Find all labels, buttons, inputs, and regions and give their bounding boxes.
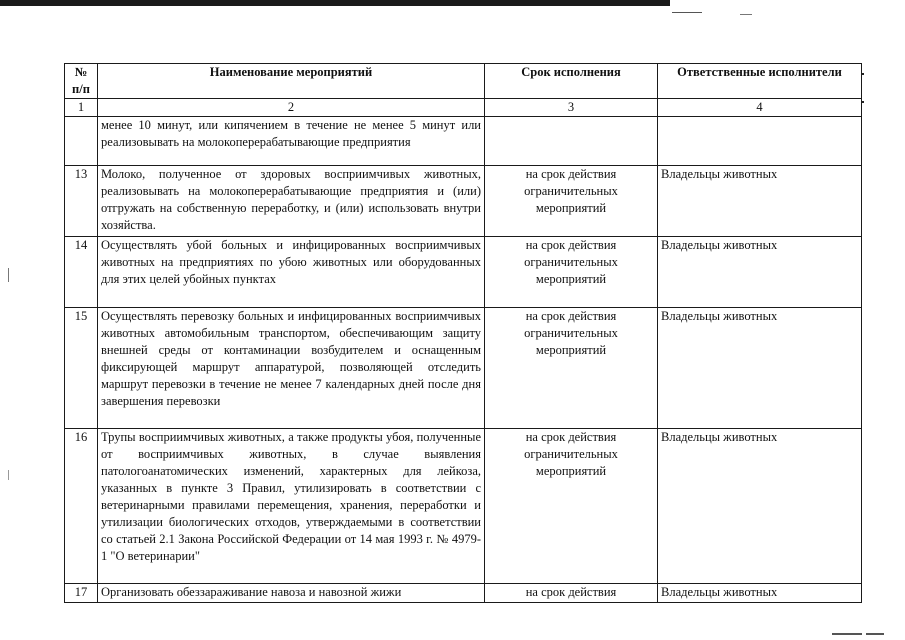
measure-responsible <box>658 117 862 166</box>
table-row <box>65 308 862 429</box>
column-number: 2 <box>98 99 485 117</box>
scan-artifact <box>740 14 752 15</box>
measure-text: Трупы восприимчивых животных, а также продукты убоя, полученные от восприимчивых животных, в случае выявления патологоанатомических изменений, характерных для лейкоза, указанных в пункте 3 Правил, утилизировать в соответствии с ветеринарными правилами перемещения, хранения, переработки и утилизации биологических отходов, утверждаемыми в соответствии со статьей 2.1 Закона Российской Федерации от 14 мая 1993 г. № 4979-1 "О ветеринарии" <box>98 429 485 584</box>
scan-artifact <box>8 470 9 480</box>
table-row <box>65 429 862 584</box>
column-number: 1 <box>65 99 98 117</box>
measure-responsible: Владельцы животных <box>658 584 862 603</box>
table-header-row <box>65 64 862 99</box>
header-num: № п/п <box>65 64 98 99</box>
row-number: 17 <box>65 584 98 603</box>
column-number: 4 <box>658 99 862 117</box>
header-responsible: Ответственные исполнители <box>658 64 862 99</box>
measure-term: на срок действия ограничительных мероприятий <box>485 166 658 237</box>
table-row <box>65 584 862 603</box>
measure-responsible: Владельцы животных <box>658 308 862 429</box>
header-name: Наименование мероприятий <box>98 64 485 99</box>
scan-artifact <box>832 633 862 635</box>
measure-text: Организовать обеззараживание навоза и навозной жижи <box>98 584 485 603</box>
measure-term: на срок действия ограничительных мероприятий <box>485 308 658 429</box>
column-number: 3 <box>485 99 658 117</box>
table-row <box>65 166 862 237</box>
measure-responsible: Владельцы животных <box>658 429 862 584</box>
scan-artifact <box>8 268 9 282</box>
row-number: 14 <box>65 237 98 308</box>
row-number <box>65 117 98 166</box>
scan-top-rule <box>0 0 670 6</box>
measure-responsible: Владельцы животных <box>658 166 862 237</box>
table-row <box>65 237 862 308</box>
table-row <box>65 117 862 166</box>
measure-responsible: Владельцы животных <box>658 237 862 308</box>
scan-artifact <box>866 633 884 635</box>
header-term: Срок исполнения <box>485 64 658 99</box>
measure-text: Молоко, полученное от здоровых восприимчивых животных, реализовывать на молокоперерабатывающие предприятия и (или) отгружать на собственную переработку, и (или) использовать внутри хозяйства. <box>98 166 485 237</box>
measure-term: на срок действия <box>485 584 658 603</box>
measure-text: менее 10 минут, или кипячением в течение не менее 5 минут или реализовывать на молокоперерабатывающие предприятия <box>98 117 485 166</box>
measures-table <box>64 63 862 603</box>
measure-text: Осуществлять убой больных и инфицированных восприимчивых животных на предприятиях по убою животных или оборудованных для этих целей убойных пунктах <box>98 237 485 308</box>
measure-term: на срок действия ограничительных мероприятий <box>485 237 658 308</box>
scan-artifact <box>672 12 702 13</box>
row-number: 16 <box>65 429 98 584</box>
measure-text: Осуществлять перевозку больных и инфицированных восприимчивых животных автомобильным транспортом, обеспечивающим защиту внешней среды от контаминации возбудителем и оснащенным фиксирующей маршрут аппаратурой, позволяющей отследить маршрут перевозки в течение не менее 7 календарных дней после дня завершения перевозки <box>98 308 485 429</box>
row-number: 15 <box>65 308 98 429</box>
measure-term: на срок действия ограничительных мероприятий <box>485 429 658 584</box>
column-numbers-row <box>65 99 862 117</box>
row-number: 13 <box>65 166 98 237</box>
measure-term <box>485 117 658 166</box>
